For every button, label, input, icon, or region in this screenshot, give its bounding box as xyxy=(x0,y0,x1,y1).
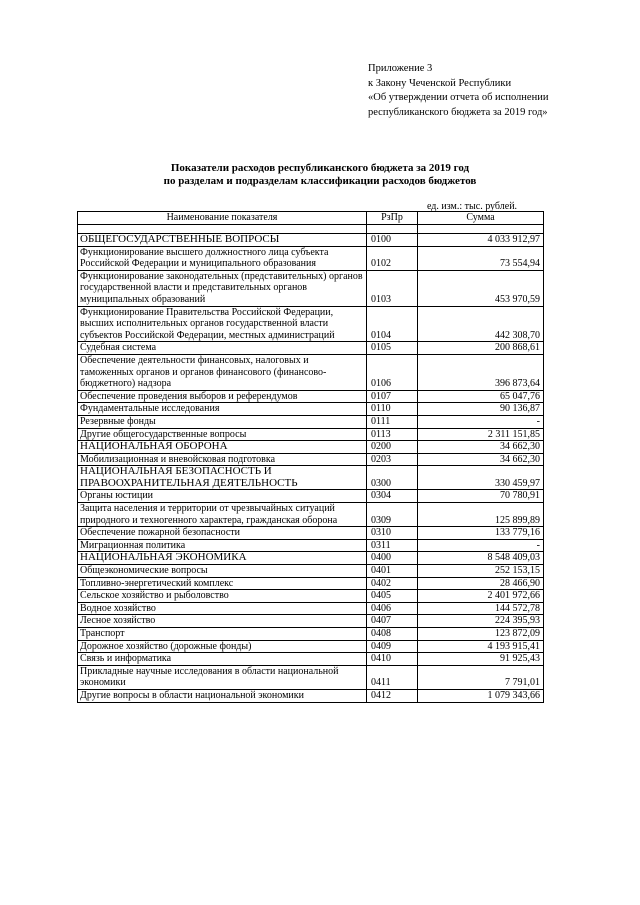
cell-name: Резервные фонды xyxy=(78,415,367,428)
cell-sum: 4 193 915,41 xyxy=(418,640,544,653)
table-row xyxy=(78,503,544,527)
cell-name: НАЦИОНАЛЬНАЯ БЕЗОПАСНОСТЬ И ПРАВООХРАНИТЕЛЬНАЯ ДЕЯТЕЛЬНОСТЬ xyxy=(78,466,367,490)
cell-code: 0105 xyxy=(367,342,418,355)
table-row xyxy=(78,689,544,702)
table-row xyxy=(78,527,544,540)
table-row xyxy=(78,342,544,355)
table-row xyxy=(78,665,544,689)
cell-code: 0400 xyxy=(367,552,418,565)
title-line-2: по разделам и подразделам классификации расходов бюджетов xyxy=(163,175,477,187)
cell-code: 0412 xyxy=(367,689,418,702)
table-row xyxy=(78,234,544,247)
cell-sum: 34 662,30 xyxy=(418,453,544,466)
table-row xyxy=(78,602,544,615)
cell-sum: 91 925,43 xyxy=(418,653,544,666)
cell-name: НАЦИОНАЛЬНАЯ ОБОРОНА xyxy=(78,441,367,454)
cell-code: 0408 xyxy=(367,628,418,641)
cell-name: Защита населения и территории от чрезвычайных ситуаций природного и техногенного характера, гражданская оборона xyxy=(78,503,367,527)
cell-sum: 200 868,61 xyxy=(418,342,544,355)
cell-name: Миграционная политика xyxy=(78,539,367,552)
appendix-note xyxy=(368,62,548,120)
cell-sum: - xyxy=(418,415,544,428)
appendix-line: к Закону Чеченской Республики xyxy=(368,77,512,89)
table-row xyxy=(78,653,544,666)
table-row xyxy=(78,577,544,590)
cell-sum: 70 780,91 xyxy=(418,490,544,503)
cell-code: 0405 xyxy=(367,590,418,603)
cell-sum: 90 136,87 xyxy=(418,403,544,416)
cell-name: Общеэкономические вопросы xyxy=(78,565,367,578)
cell-code: 0309 xyxy=(367,503,418,527)
cell-sum: 2 311 151,85 xyxy=(418,428,544,441)
cell-name: Другие общегосударственные вопросы xyxy=(78,428,367,441)
header-code: РзПр xyxy=(367,212,418,225)
cell-code: 0100 xyxy=(367,234,418,247)
cell-name: Обеспечение деятельности финансовых, налоговых и таможенных органов и органов финансового (финансово-бюджетного) надзора xyxy=(78,354,367,390)
appendix-line: Приложение 3 xyxy=(368,63,433,74)
cell-name: Связь и информатика xyxy=(78,653,367,666)
cell-code: 0111 xyxy=(367,415,418,428)
header-sum: Сумма xyxy=(418,212,544,225)
table-row xyxy=(78,615,544,628)
table-row xyxy=(78,415,544,428)
cell-sum: 7 791,01 xyxy=(418,665,544,689)
cell-code: 0103 xyxy=(367,270,418,306)
table-row xyxy=(78,565,544,578)
appendix-line: «Об утверждении отчета об исполнении xyxy=(368,92,549,104)
table-row xyxy=(78,628,544,641)
table-row xyxy=(78,390,544,403)
cell-sum: 73 554,94 xyxy=(418,246,544,270)
cell-code: 0102 xyxy=(367,246,418,270)
cell-sum: 453 970,59 xyxy=(418,270,544,306)
table-header-row xyxy=(78,212,544,225)
cell-sum: 8 548 409,03 xyxy=(418,552,544,565)
unit-label: ед. изм.: тыс. рублей. xyxy=(427,201,518,212)
cell-name: Сельское хозяйство и рыболовство xyxy=(78,590,367,603)
cell-sum: 144 572,78 xyxy=(418,602,544,615)
cell-code: 0409 xyxy=(367,640,418,653)
cell-sum: 34 662,30 xyxy=(418,441,544,454)
cell-name: Функционирование законодательных (представительных) органов государственной власти и представительных органов муниципальных образований xyxy=(78,270,367,306)
table-row xyxy=(78,539,544,552)
cell-name: Лесное хозяйство xyxy=(78,615,367,628)
cell-code: 0311 xyxy=(367,539,418,552)
appendix-line: республиканского бюджета за 2019 год» xyxy=(368,106,548,118)
cell-sum: 28 466,90 xyxy=(418,577,544,590)
table-row xyxy=(78,640,544,653)
cell-name: Водное хозяйство xyxy=(78,602,367,615)
table-row xyxy=(78,428,544,441)
cell-sum: 2 401 972,66 xyxy=(418,590,544,603)
table-row xyxy=(78,466,544,490)
cell-code: 0200 xyxy=(367,441,418,454)
cell-code: 0300 xyxy=(367,466,418,490)
cell-name: Функционирование высшего должностного лица субъекта Российской Федерации и муниципального образования xyxy=(78,246,367,270)
cell-sum: 396 873,64 xyxy=(418,354,544,390)
cell-name: Дорожное хозяйство (дорожные фонды) xyxy=(78,640,367,653)
cell-name: Судебная система xyxy=(78,342,367,355)
cell-sum: 1 079 343,66 xyxy=(418,689,544,702)
cell-name: Прикладные научные исследования в области национальной экономики xyxy=(78,665,367,689)
cell-code: 0203 xyxy=(367,453,418,466)
cell-sum: 330 459,97 xyxy=(418,466,544,490)
document-title xyxy=(0,162,640,188)
cell-sum: - xyxy=(418,539,544,552)
cell-sum: 252 153,15 xyxy=(418,565,544,578)
cell-name: Обеспечение проведения выборов и референдумов xyxy=(78,390,367,403)
table-row xyxy=(78,306,544,342)
title-line-1: Показатели расходов республиканского бюджета за 2019 год xyxy=(170,162,470,174)
cell-sum: 123 872,09 xyxy=(418,628,544,641)
cell-sum: 65 047,76 xyxy=(418,390,544,403)
cell-name: Другие вопросы в области национальной экономики xyxy=(78,689,367,702)
cell-code: 0110 xyxy=(367,403,418,416)
cell-name: Мобилизационная и вневойсковая подготовка xyxy=(78,453,367,466)
expenditure-table xyxy=(77,211,544,703)
cell-code: 0107 xyxy=(367,390,418,403)
table-row xyxy=(78,354,544,390)
cell-name: Органы юстиции xyxy=(78,490,367,503)
cell-sum: 224 395,93 xyxy=(418,615,544,628)
cell-code: 0104 xyxy=(367,306,418,342)
table-row xyxy=(78,441,544,454)
cell-sum: 125 899,89 xyxy=(418,503,544,527)
cell-code: 0310 xyxy=(367,527,418,540)
table-row xyxy=(78,453,544,466)
cell-code: 0411 xyxy=(367,665,418,689)
cell-code: 0406 xyxy=(367,602,418,615)
table-row xyxy=(78,490,544,503)
cell-sum: 442 308,70 xyxy=(418,306,544,342)
cell-sum: 4 033 912,97 xyxy=(418,234,544,247)
cell-name: Топливно-энергетический комплекс xyxy=(78,577,367,590)
table-row xyxy=(78,246,544,270)
table-row xyxy=(78,403,544,416)
cell-code: 0410 xyxy=(367,653,418,666)
cell-code: 0106 xyxy=(367,354,418,390)
cell-code: 0402 xyxy=(367,577,418,590)
header-name: Наименование показателя xyxy=(78,212,367,225)
cell-name: ОБЩЕГОСУДАРСТВЕННЫЕ ВОПРОСЫ xyxy=(78,234,367,247)
table-row xyxy=(78,590,544,603)
cell-name: Транспорт xyxy=(78,628,367,641)
table-row xyxy=(78,270,544,306)
cell-name: Обеспечение пожарной безопасности xyxy=(78,527,367,540)
table-row xyxy=(78,552,544,565)
cell-name: НАЦИОНАЛЬНАЯ ЭКОНОМИКА xyxy=(78,552,367,565)
cell-code: 0401 xyxy=(367,565,418,578)
cell-name: Фундаментальные исследования xyxy=(78,403,367,416)
cell-code: 0407 xyxy=(367,615,418,628)
cell-code: 0113 xyxy=(367,428,418,441)
cell-sum: 133 779,16 xyxy=(418,527,544,540)
cell-name: Функционирование Правительства Российской Федерации, высших исполнительных органов государственной власти субъектов Российской Федерации, местных администраций xyxy=(78,306,367,342)
cell-code: 0304 xyxy=(367,490,418,503)
